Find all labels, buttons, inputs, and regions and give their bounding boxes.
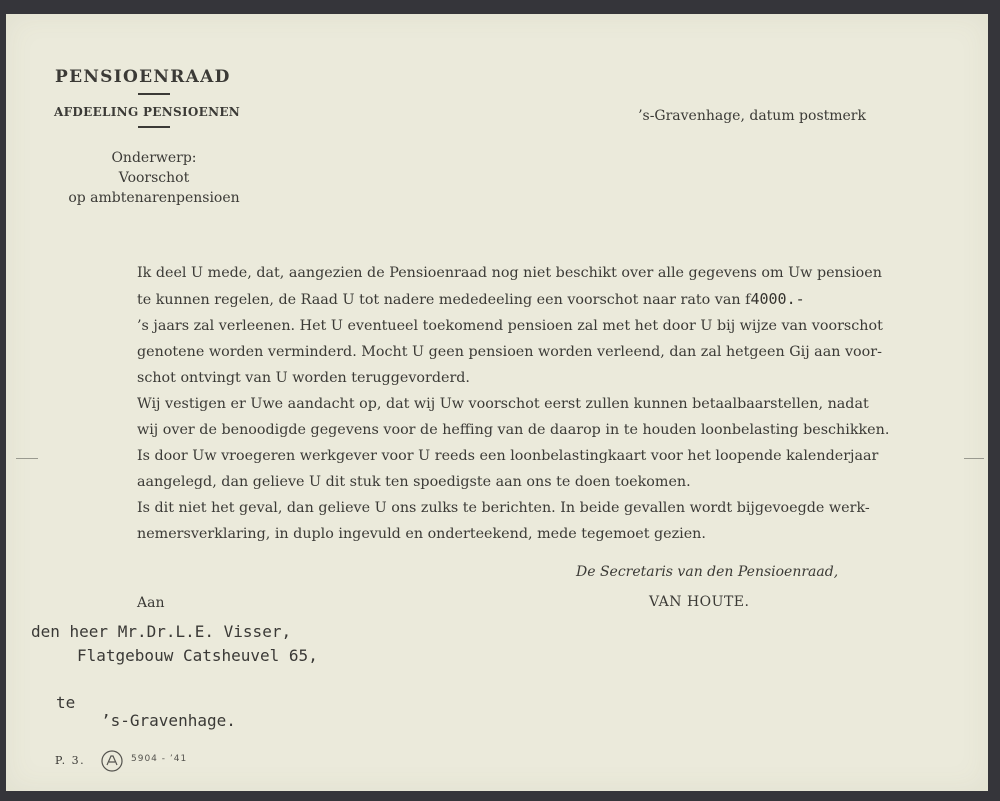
body-line: ’s jaars zal verleenen. Het U eventueel toekomend pensioen zal met het door U bij wijze van voorschot xyxy=(137,318,883,334)
subject-block xyxy=(60,148,248,208)
body-line: wij over de benoodigde gegevens voor de heffing van de daarop in te houden loonbelasting beschikken. xyxy=(137,422,890,438)
body-line: genotene worden verminderd. Mocht U geen pensioen worden verleend, dan zal hetgeen Gij aan voor- xyxy=(137,344,882,360)
form-code: P. 3. xyxy=(55,754,86,767)
addressee-city: ’s-Gravenhage. xyxy=(101,711,236,730)
subject-line-2: op ambtenarenpensioen xyxy=(68,190,240,206)
typed-amount: 4000.- xyxy=(750,290,805,308)
place-date: ’s-Gravenhage, datum postmerk xyxy=(638,108,866,124)
addressee-name: den heer Mr.Dr.L.E. Visser, xyxy=(31,622,292,641)
title-underline xyxy=(138,93,170,95)
printer-seal-icon xyxy=(100,749,124,773)
body-line: Wij vestigen er Uwe aandacht op, dat wij Uw voorschot eerst zullen kunnen betaalbaarstellen, nadat xyxy=(137,396,869,412)
body-line: Is dit niet het geval, dan gelieve U ons zulks te berichten. In beide gevallen wordt bijgevoegde werk- xyxy=(137,500,870,516)
fold-mark-right xyxy=(964,458,984,459)
subject-line-1: Voorschot xyxy=(118,170,190,186)
signature-name: VAN HOUTE. xyxy=(649,594,750,610)
body-line xyxy=(137,286,889,313)
body-line: nemersverklaring, in duplo ingevuld en onderteekend, mede tegemoet gezien. xyxy=(137,526,706,542)
body-line: Is door Uw vroegeren werkgever voor U reeds een loonbelastingkaart voor het loopende kalenderjaar xyxy=(137,448,879,464)
department-name: AFDEELING PENSIOENEN xyxy=(54,105,241,119)
body-line: Ik deel U mede, dat, aangezien de Pensioenraad nog niet beschikt over alle gegevens om Uw pensioen xyxy=(137,265,882,281)
signature-role: De Secretaris van den Pensioenraad, xyxy=(576,564,839,580)
letter-page xyxy=(6,14,988,791)
organization-name: PENSIOENRAAD xyxy=(55,67,231,87)
print-code: 5904 - ’41 xyxy=(131,754,188,764)
body-line-text: te kunnen regelen, de Raad U tot nadere mededeeling een voorschot naar rato van f xyxy=(137,292,751,308)
department-underline xyxy=(138,126,170,128)
fold-mark-left xyxy=(16,458,38,459)
subject-label: Onderwerp: xyxy=(111,150,197,166)
addressee-label: Aan xyxy=(137,595,165,611)
letter-body xyxy=(137,260,889,547)
body-line: aangelegd, dan gelieve U dit stuk ten spoedigste aan ons te doen toekomen. xyxy=(137,474,691,490)
addressee-te-label: te xyxy=(56,693,76,712)
addressee-street: Flatgebouw Catsheuvel 65, xyxy=(77,646,318,665)
body-line: schot ontvingt van U worden teruggevorderd. xyxy=(137,370,470,386)
